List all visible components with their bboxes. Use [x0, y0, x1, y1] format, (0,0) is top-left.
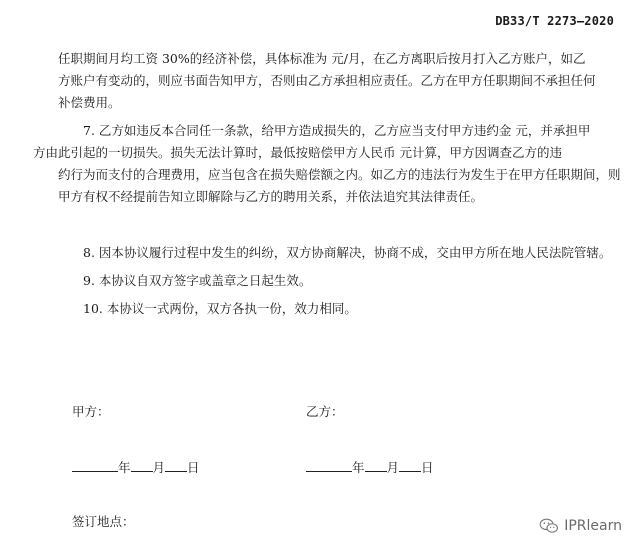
- text-line: 补偿费用。: [58, 95, 121, 110]
- year-label: 年: [352, 460, 365, 475]
- text-line: 7. 乙方如违反本合同任一条款，给甲方造成损失的，乙方应当支付甲方违约金 元，并承担甲: [83, 123, 591, 138]
- watermark-text: IPRlearn: [564, 518, 622, 534]
- signing-place-label: 签订地点：: [72, 514, 135, 529]
- standard-code: DB33/T 2273—2020: [495, 14, 614, 28]
- party-b-date: [306, 457, 434, 476]
- clause-6-continuation: [58, 48, 620, 114]
- text-line: 约行为而支付的合理费用，应当包含在损失赔偿额之内。如乙方的违法行为发生于在甲方任职期间，则: [58, 167, 621, 182]
- day-label: 日: [187, 460, 200, 475]
- party-a-label: 甲方：: [72, 404, 110, 419]
- text-line: 任职期间月均工资 30%的经济补偿，具体标准为 元/月，在乙方离职后按月打入乙方账户，如乙: [58, 51, 586, 66]
- day-label: 日: [421, 460, 434, 475]
- clause-8: 8. 因本协议履行过程中发生的纠纷，双方协商解决，协商不成，交由甲方所在地人民法院管辖。: [83, 245, 612, 260]
- day-blank: [399, 457, 421, 472]
- wechat-icon: [539, 518, 559, 534]
- clause-9: 9. 本协议自双方签字或盖章之日起生效。: [83, 273, 312, 288]
- month-blank: [365, 457, 387, 472]
- party-a-date: [72, 457, 200, 476]
- month-blank: [131, 457, 153, 472]
- month-label: 月: [386, 460, 400, 475]
- clause-10: 10. 本协议一式两份，双方各执一份，效力相同。: [83, 301, 357, 316]
- year-label: 年: [118, 460, 131, 475]
- year-blank: [306, 457, 352, 472]
- clause-7: [33, 120, 621, 208]
- text-line: 方由此引起的一切损失。损失无法计算时，最低按赔偿甲方人民币 元计算，甲方因调查乙方的违: [33, 145, 562, 160]
- year-blank: [72, 457, 118, 472]
- text-line: 甲方有权不经提前告知立即解除与乙方的聘用关系，并依法追究其法律责任。: [58, 189, 484, 204]
- text-line: 方账户有变动的，则应书面告知甲方，否则由乙方承担相应责任。乙方在甲方任职期间不承担任何: [58, 73, 596, 88]
- month-label: 月: [152, 460, 166, 475]
- party-b-label: 乙方：: [306, 404, 344, 419]
- day-blank: [165, 457, 187, 472]
- watermark: [539, 518, 622, 534]
